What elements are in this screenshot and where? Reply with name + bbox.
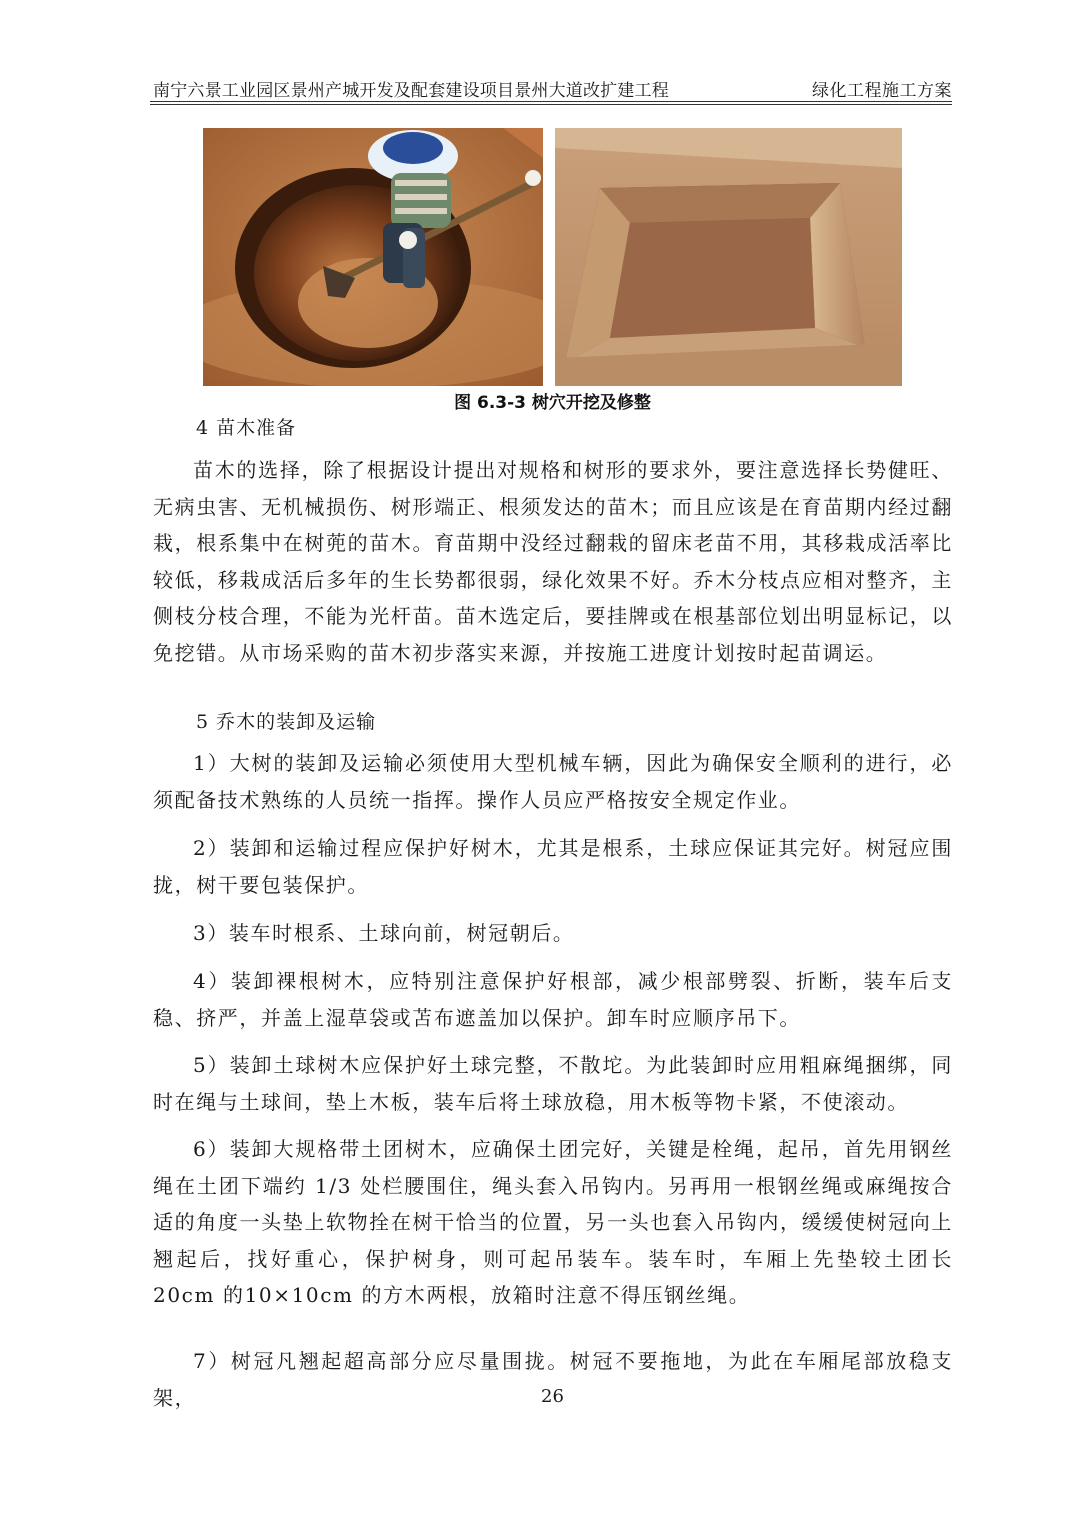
paragraph-item-5: 5）装卸土球树木应保护好土球完整，不散坨。为此装卸时应用粗麻绳捆绑，同时在绳与土球间，垫上木板，装车后将土球放稳，用木板等物卡紧，不使滚动。 <box>153 1053 953 1114</box>
paragraph-item-4: 4）装卸裸根树木，应特别注意保护好根部，减少根部劈裂、折断，装车后支稳、挤严，并盖上湿草袋或苫布遮盖加以保护。卸车时应顺序吊下。 <box>153 969 953 1030</box>
photo-digging-tree-pit <box>203 128 543 386</box>
paragraph-seedling-selection: 苗木的选择，除了根据设计提出对规格和树形的要求外，要注意选择长势健旺、无病虫害、无机械损伤、树形端正、根须发达的苗木；而且应该是在育苗期内经过翻栽，根系集中在树蔸的苗木。育苗期中没经过翻栽的留床老苗不用，其移栽成活率比较低，移栽成活后多年的生长势都很弱，绿化效果不好。乔木分枝点应相对整齐，主侧枝分枝合理，不能为光杆苗。苗木选定后，要挂牌或在根基部位划出明显标记，以免挖错。从市场采购的苗木初步落实来源，并按施工进度计划按时起苗调运。 <box>153 458 953 665</box>
figure-caption: 图 6.3-3 树穴开挖及修整 <box>454 393 651 413</box>
paragraph-item-6: 6）装卸大规格带土团树木，应确保土团完好，关键是栓绳，起吊，首先用钢丝绳在土团下端约 1/3 处栏腰围住，绳头套入吊钩内。另再用一根钢丝绳或麻绳按合适的角度一头垫上软物拴在树干恰当的位置，另一头也套入吊钩内，缓缓使树冠向上翘起后，找好重心，保护树身，则可起吊装车。装车时，车厢上先垫较土团长 20cm 的10×10cm 的方木两根，放箱时注意不得压钢丝绳。 <box>153 1137 953 1307</box>
header-rule-secondary <box>150 104 952 105</box>
section-heading-tree-transport: 5 乔木的装卸及运输 <box>196 711 377 733</box>
header-rule <box>150 101 952 102</box>
header-project-title: 南宁六景工业园区景州产城开发及配套建设项目景州大道改扩建工程 <box>153 81 669 101</box>
paragraph-item-2: 2）装卸和运输过程应保护好树木，尤其是根系，土球应保证其完好。树冠应围拢，树干要包装保护。 <box>153 836 953 897</box>
page-number: 26 <box>541 1386 564 1407</box>
photo-trimmed-square-pit <box>555 128 902 386</box>
paragraph-item-1: 1）大树的装卸及运输必须使用大型机械车辆，因此为确保安全顺利的进行，必须配备技术熟练的人员统一指挥。操作人员应严格按安全规定作业。 <box>153 751 953 812</box>
section-heading-seedling-prep: 4 苗木准备 <box>196 417 297 439</box>
paragraph-item-3: 3）装车时根系、土球向前，树冠朝后。 <box>193 921 575 945</box>
paragraph-item-7: 7）树冠凡翘起超高部分应尽量围拢。树冠不要拖地，为此在车厢尾部放稳支架， <box>153 1349 953 1410</box>
header-section-title: 绿化工程施工方案 <box>812 81 952 101</box>
